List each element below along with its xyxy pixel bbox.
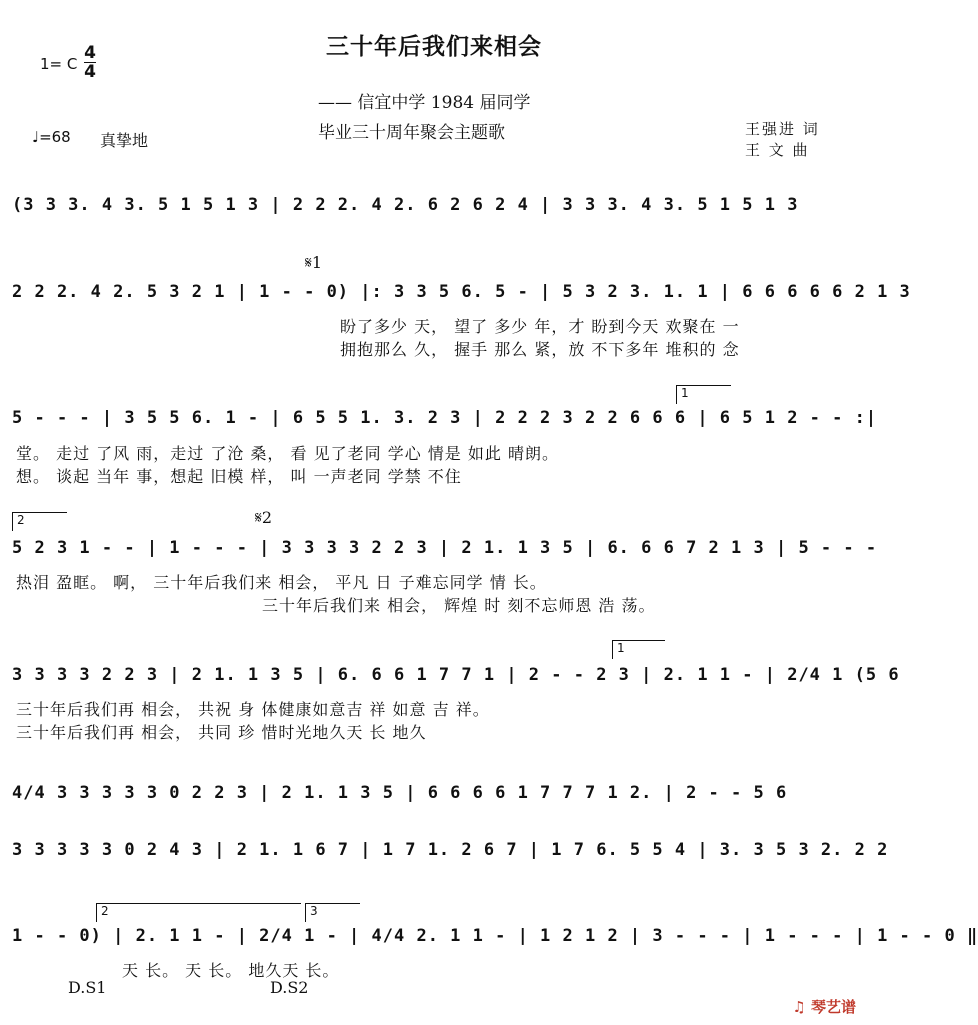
time-top: 4 [84, 43, 96, 63]
volta-3: 3 [305, 903, 360, 922]
expression-mark: 真挚地 [100, 131, 149, 150]
score-line-5: 3 3 3 3 2 2 3 | 2 1. 1 3 5 | 6. 6 6 1 7 7 1 | 2 - - 2 3 | 2. 1 1 - | 2/4 1 (5 6 [12, 665, 900, 685]
site-logo [792, 996, 856, 1017]
subtitle-line1: —— 信宜中学 1984 届同学 [318, 93, 531, 113]
composer: 王 文 曲 [745, 141, 810, 159]
segno-2: 𝄋2 [255, 508, 273, 527]
subtitle-line2: 毕业三十周年聚会主题歌 [318, 123, 505, 143]
time-signature [84, 44, 96, 81]
lyric-line-5b: 三十年后我们再 相会， 共同 珍 惜时光地久天 长 地久 [16, 723, 427, 742]
lyric-line-8: 天 长。 天 长。 地久天 长。 [122, 961, 340, 980]
lyricist: 王强进 词 [745, 120, 820, 138]
logo-text: 琴艺谱 [810, 998, 856, 1016]
score-line-3: 5 - - - | 3 5 5 6. 1 - | 6 5 5 1. 3. 2 3 | 2 2 2 3 2 2 6 6 6 | 6 5 1 2 - - :| [12, 408, 878, 428]
lyric-line-4a: 热泪 盈眶。 啊， 三十年后我们来 相会， 平凡 日 子难忘同学 情 长。 [16, 573, 547, 592]
logo-icon: ♫ [792, 998, 811, 1016]
score-line-4: 5 2 3 1 - - | 1 - - - | 3 3 3 3 2 2 3 | 2 1. 1 3 5 | 6. 6 6 7 2 1 3 | 5 - - - [12, 538, 878, 558]
lyric-line-3a: 堂。 走过 了风 雨，走过 了沧 桑， 看 见了老同 学心 情是 如此 晴朗。 [16, 444, 559, 463]
lyric-line-3b: 想。 谈起 当年 事，想起 旧模 样， 叫 一声老同 学禁 不住 [16, 467, 462, 486]
score-line-7: 3 3 3 3 3 0 2 4 3 | 2 1. 1 6 7 | 1 7 1. 2 6 7 | 1 7 6. 5 5 4 | 3. 3 5 3 2. 2 2 [12, 840, 889, 860]
lyric-line-2a: 盼了多少 天， 望了 多少 年，才 盼到今天 欢聚在 一 [340, 317, 740, 336]
key-signature: 1= C [40, 55, 78, 73]
song-title: 三十年后我们来相会 [326, 34, 542, 60]
score-line-1: (3 3 3. 4 3. 5 1 5 1 3 | 2 2 2. 4 2. 6 2 6 2 4 | 3 3 3. 4 3. 5 1 5 1 3 [12, 195, 799, 215]
volta-2b: 2 [96, 903, 301, 922]
lyric-line-2b: 拥抱那么 久， 握手 那么 紧，放 不下多年 堆积的 念 [340, 340, 740, 359]
volta-1b: 1 [612, 640, 665, 659]
lyric-line-4b: 三十年后我们来 相会， 辉煌 时 刻不忘师恩 浩 荡。 [262, 596, 656, 615]
time-bottom: 4 [84, 62, 96, 82]
ds2-mark: D.S2 [270, 978, 309, 997]
score-line-6: 4/4 3 3 3 3 3 0 2 2 3 | 2 1. 1 3 5 | 6 6 6 6 1 7 7 7 1 2. | 2 - - 5 6 [12, 783, 788, 803]
volta-2: 2 [12, 512, 67, 531]
tempo-mark: ♩=68 [32, 128, 71, 146]
volta-1: 1 [676, 385, 731, 404]
ds1-mark: D.S1 [68, 978, 107, 997]
score-line-2: 2 2 2. 4 2. 5 3 2 1 | 1 - - 0) |: 3 3 5 6. 5 - | 5 3 2 3. 1. 1 | 6 6 6 6 6 2 1 3 [12, 282, 911, 302]
lyric-line-5a: 三十年后我们再 相会， 共祝 身 体健康如意吉 祥 如意 吉 祥。 [16, 700, 490, 719]
score-line-8: 1 - - 0) | 2. 1 1 - | 2/4 1 - | 4/4 2. 1 1 - | 1 2 1 2 | 3 - - - | 1 - - - | 1 - - 0 ‖ [12, 926, 978, 946]
segno-1: 𝄋1 [305, 253, 323, 272]
